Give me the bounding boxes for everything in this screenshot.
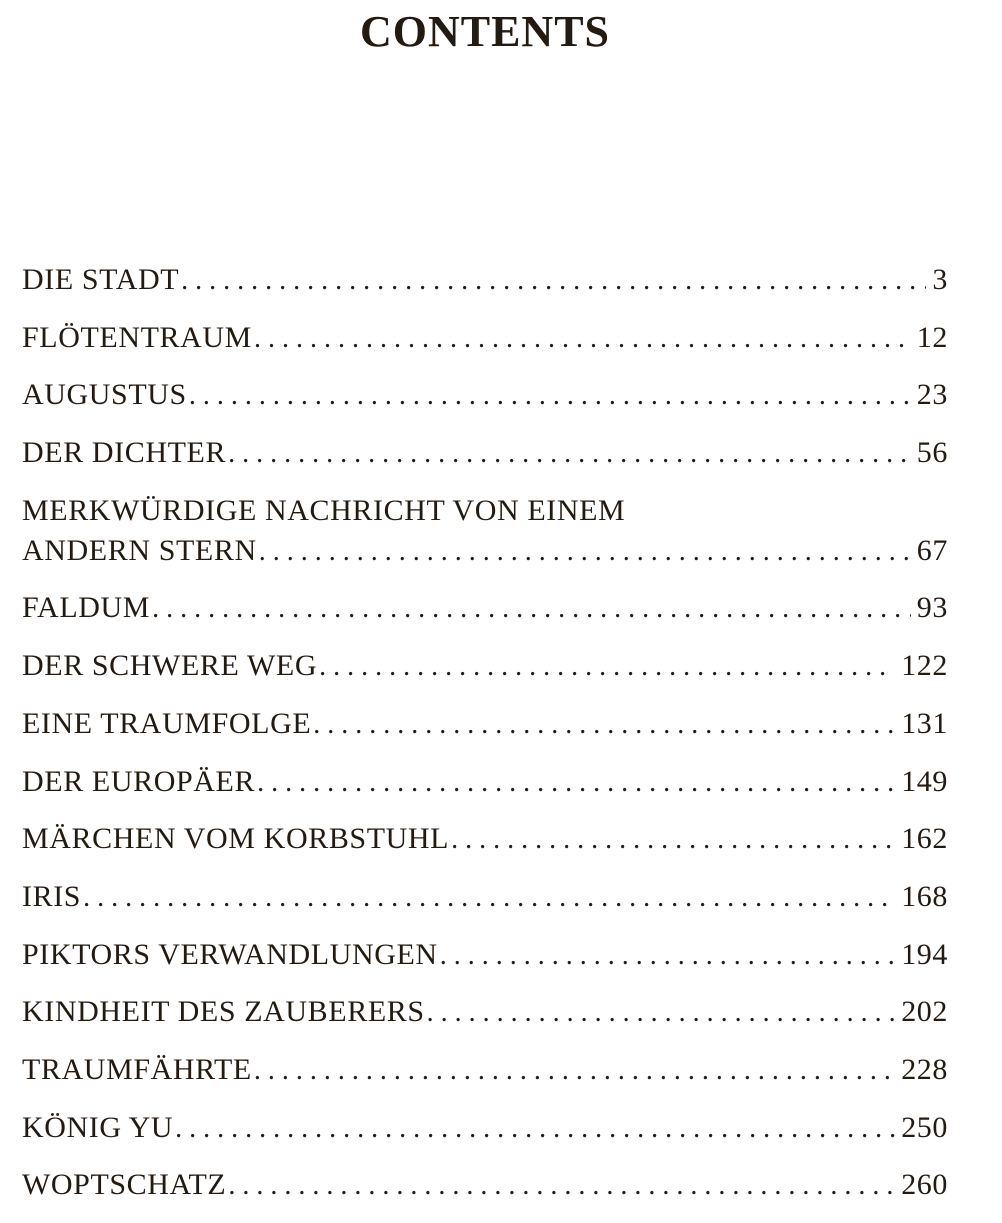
toc-entry-die-stadt[interactable] [22, 260, 948, 301]
toc-entry-title: KINDHEIT DES ZAUBERERS [22, 995, 425, 1029]
toc-entry-der-schwere-weg[interactable] [22, 646, 948, 687]
toc-entry-eine-traumfolge[interactable] [22, 704, 948, 745]
toc-entry-page: 228 [901, 1052, 948, 1086]
toc-entry-second-line [22, 531, 948, 572]
toc-entry-title: EINE TRAUMFOLGE [22, 706, 312, 740]
toc-entry-page: 149 [901, 764, 948, 798]
toc-entry-floetentraum[interactable] [22, 318, 948, 359]
toc-entry-koenig-yu[interactable] [22, 1108, 948, 1149]
dot-leader [319, 647, 895, 687]
toc-entry-page: 56 [916, 436, 948, 470]
toc-entry-title-line1: MERKWÜRDIGE NACHRICHT VON EINEM [22, 493, 626, 527]
table-of-contents [22, 260, 948, 1223]
toc-entry-title: MÄRCHEN VOM KORBSTUHL [22, 822, 450, 856]
dot-leader [152, 589, 911, 629]
toc-entry-page: 23 [916, 378, 948, 412]
toc-entry-merkwuerdige-nachricht[interactable] [22, 491, 948, 572]
toc-entry-title: DER SCHWERE WEG [22, 649, 318, 683]
toc-entry-der-dichter[interactable] [22, 433, 948, 474]
toc-entry-page: 168 [901, 879, 948, 913]
toc-entry-title-line2: ANDERN STERN [22, 533, 257, 567]
toc-entry-der-europaeer[interactable] [22, 762, 948, 803]
toc-entry-title: TRAUMFÄHRTE [22, 1052, 252, 1086]
dot-leader [228, 434, 911, 474]
toc-entry-title: FALDUM [22, 591, 151, 625]
toc-entry-title: DER DICHTER [22, 436, 227, 470]
toc-entry-maerchen-vom-korbstuhl[interactable] [22, 819, 948, 860]
dot-leader [259, 532, 911, 572]
toc-entry-title: PIKTORS VERWANDLUNGEN [22, 937, 438, 971]
toc-entry-page: 3 [932, 263, 948, 296]
toc-entry-title: WOPTSCHATZ [22, 1168, 227, 1202]
dot-leader [427, 993, 896, 1033]
toc-entry-page: 162 [901, 822, 948, 856]
toc-entry-augustus[interactable] [22, 375, 948, 416]
dot-leader [254, 319, 911, 359]
dot-leader [257, 763, 895, 803]
dot-leader [83, 878, 895, 918]
toc-entry-iris[interactable] [22, 877, 948, 918]
toc-entry-page: 250 [901, 1110, 948, 1144]
toc-entry-title: DIE STADT [22, 263, 180, 296]
toc-entry-page: 131 [901, 706, 948, 740]
toc-entry-faldum[interactable] [22, 588, 948, 629]
toc-entry-title: AUGUSTUS [22, 378, 187, 412]
dot-leader [313, 705, 895, 745]
toc-entry-title: KÖNIG YU [22, 1110, 174, 1144]
toc-entry-traumfaehrte[interactable] [22, 1050, 948, 1091]
toc-entry-title: FLÖTENTRAUM [22, 320, 252, 354]
toc-entry-title: DER EUROPÄER [22, 764, 256, 798]
toc-entry-woptschatz[interactable] [22, 1165, 948, 1206]
dot-leader [189, 376, 911, 416]
toc-entry-page: 122 [901, 649, 948, 683]
toc-entry-page: 93 [916, 591, 948, 625]
toc-entry-kindheit-des-zauberers[interactable] [22, 992, 948, 1033]
toc-entry-page: 260 [901, 1168, 948, 1202]
dot-leader [451, 820, 895, 860]
toc-entry-piktors-verwandlungen[interactable] [22, 935, 948, 976]
toc-entry-page: 194 [901, 937, 948, 971]
toc-entry-title: IRIS [22, 879, 82, 913]
toc-entry-page: 202 [901, 995, 948, 1029]
toc-entry-page: 12 [916, 320, 948, 354]
dot-leader [440, 936, 896, 976]
dot-leader [254, 1051, 895, 1091]
toc-entry-page: 67 [916, 533, 948, 567]
page-title: CONTENTS [359, 7, 611, 56]
dot-leader [175, 1109, 895, 1149]
dot-leader [181, 261, 926, 301]
dot-leader [228, 1166, 895, 1206]
